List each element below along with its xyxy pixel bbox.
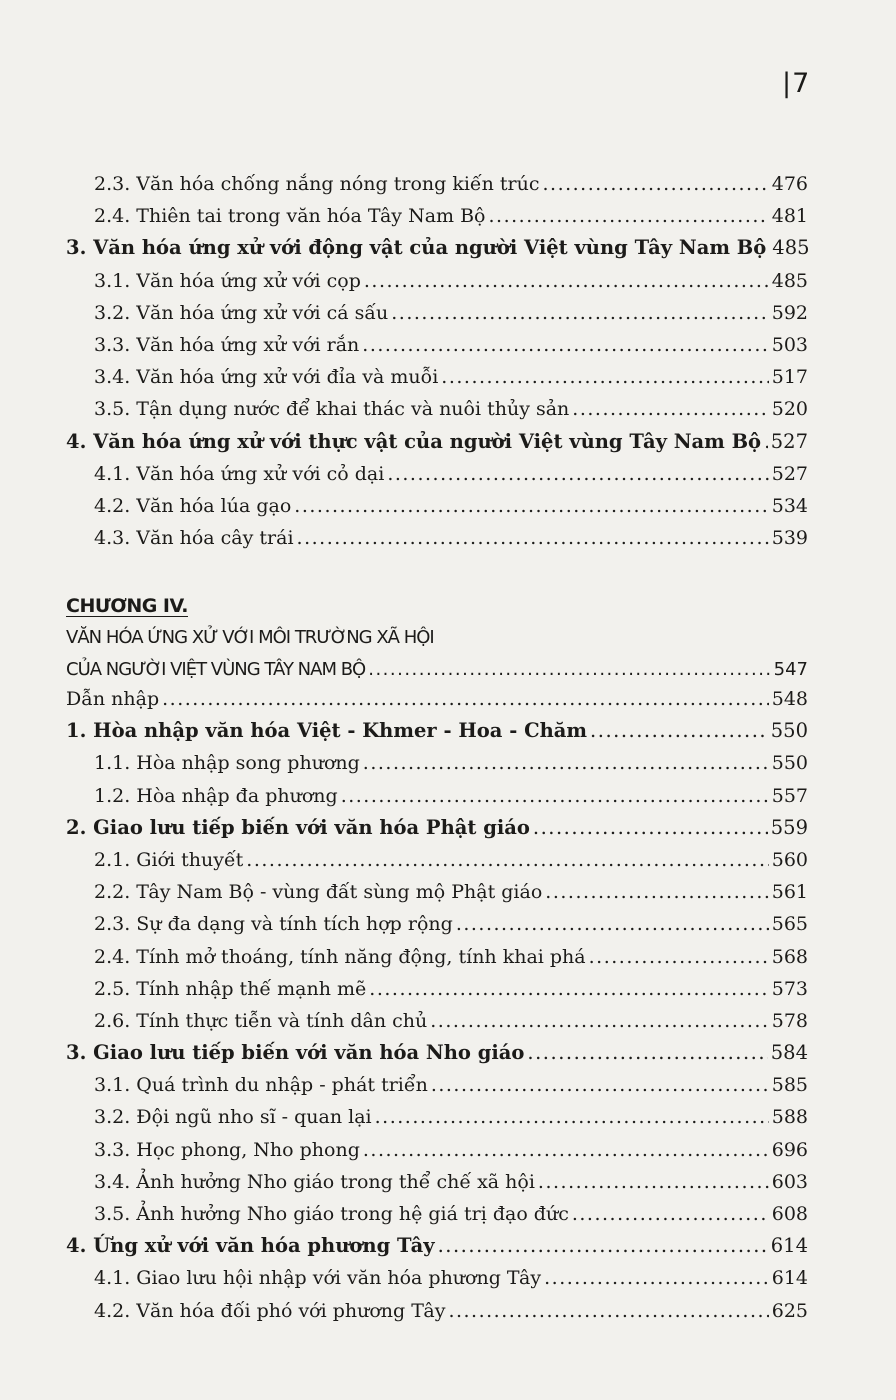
toc-entry-page: 578 bbox=[771, 1009, 808, 1032]
toc-entry-title: 3.2. Văn hóa ứng xử với cá sấu bbox=[94, 301, 389, 324]
leader-dots bbox=[430, 1005, 769, 1037]
toc-entry-title: 4. Ứng xử với văn hóa phương Tây bbox=[66, 1234, 435, 1258]
toc-entry-page: 696 bbox=[771, 1138, 808, 1161]
toc-entry bbox=[66, 1037, 808, 1069]
toc-entry bbox=[66, 715, 808, 747]
page-number: |7 bbox=[782, 68, 811, 99]
toc-entry bbox=[66, 876, 808, 908]
toc-entry-page: 584 bbox=[770, 1041, 808, 1065]
chapter-title-row bbox=[66, 654, 808, 686]
leader-dots bbox=[387, 458, 768, 490]
toc-entry-title: 1.1. Hòa nhập song phương bbox=[94, 752, 360, 775]
toc-entry-page: 520 bbox=[771, 398, 808, 421]
leader-dots bbox=[362, 329, 768, 361]
leader-dots bbox=[441, 361, 768, 393]
toc-entry bbox=[66, 747, 808, 779]
toc-entry-page: 588 bbox=[771, 1106, 808, 1129]
toc-entry-title: 2.4. Thiên tai trong văn hóa Tây Nam Bộ bbox=[94, 205, 486, 228]
toc-entry-page: 565 bbox=[771, 913, 808, 936]
toc-entry-title: 3.4. Văn hóa ứng xử với đỉa và muỗi bbox=[94, 366, 439, 389]
toc-entry bbox=[66, 1101, 808, 1133]
toc-entry-title: 3.3. Văn hóa ứng xử với rắn bbox=[94, 333, 360, 356]
toc-entry bbox=[66, 426, 808, 458]
toc-entry-page: 592 bbox=[771, 301, 808, 324]
leader-dots bbox=[456, 908, 769, 940]
toc-entry bbox=[66, 1295, 808, 1327]
toc-entry-title: 1.2. Hòa nhập đa phương bbox=[94, 784, 338, 807]
leader-dots bbox=[294, 490, 768, 522]
toc-entry-title: 3.3. Học phong, Nho phong bbox=[94, 1138, 360, 1161]
leader-dots bbox=[448, 1295, 768, 1327]
leader-dots bbox=[544, 1262, 769, 1294]
leader-dots bbox=[590, 715, 768, 747]
leader-dots bbox=[538, 1166, 769, 1198]
toc-entry-page: 527 bbox=[770, 429, 808, 453]
toc-entry-page: 517 bbox=[771, 366, 808, 389]
toc-entry bbox=[66, 683, 808, 715]
toc-entry-title: 2.3. Sự đa dạng và tính tích hợp rộng bbox=[94, 913, 453, 936]
toc-entry bbox=[66, 297, 808, 329]
toc-lower-section bbox=[66, 683, 808, 1327]
toc-entry bbox=[66, 973, 808, 1005]
leader-dots bbox=[533, 812, 768, 844]
toc-entry-title: 3. Văn hóa ứng xử với động vật của người Việt vùng Tây Nam Bộ bbox=[66, 236, 767, 260]
toc-entry-page: 608 bbox=[771, 1203, 808, 1225]
toc-entry bbox=[66, 1069, 808, 1101]
leader-dots bbox=[246, 844, 768, 876]
leader-dots bbox=[363, 1134, 769, 1166]
leader-dots bbox=[391, 297, 768, 329]
toc-entry bbox=[66, 490, 808, 522]
toc-entry-title: 4.2. Văn hóa lúa gạo bbox=[94, 494, 292, 517]
toc-entry-title: 1. Hòa nhập văn hóa Việt - Khmer - Hoa - Chăm bbox=[66, 719, 588, 743]
toc-entry bbox=[66, 361, 808, 393]
toc-entry-page: 557 bbox=[771, 784, 808, 807]
leader-dots bbox=[489, 200, 769, 232]
toc-entry-title: 3. Giao lưu tiếp biến với văn hóa Nho giáo bbox=[66, 1041, 525, 1065]
leader-dots bbox=[162, 683, 769, 715]
toc-entry-page: 485 bbox=[771, 269, 808, 292]
toc-entry-page: 550 bbox=[770, 719, 808, 743]
toc-upper-section bbox=[66, 168, 808, 554]
leader-dots bbox=[545, 876, 768, 908]
toc-entry bbox=[66, 232, 808, 264]
toc-entry-title: 4.1. Văn hóa ứng xử với cỏ dại bbox=[94, 462, 385, 485]
toc-entry-page: 548 bbox=[771, 688, 808, 710]
toc-entry-title: 2.4. Tính mở thoáng, tính năng động, tính khai phá bbox=[94, 945, 586, 968]
toc-entry bbox=[66, 1005, 808, 1037]
toc-entry-page: 539 bbox=[771, 527, 808, 550]
toc-entry-page: 481 bbox=[771, 205, 808, 228]
leader-dots bbox=[364, 265, 769, 297]
toc-entry bbox=[66, 941, 808, 973]
leader-dots bbox=[542, 168, 768, 200]
toc-entry-page: 534 bbox=[771, 494, 808, 517]
toc-entry-title: 2.3. Văn hóa chống nắng nóng trong kiến trúc bbox=[94, 173, 540, 195]
leader-dots bbox=[438, 1230, 768, 1262]
toc-entry bbox=[66, 265, 808, 297]
toc-entry-title: 3.4. Ảnh hưởng Nho giáo trong thể chế xã hội bbox=[94, 1170, 535, 1193]
chapter-title-line-2: CỦA NGƯỜI VIỆT VÙNG TÂY NAM BỘ bbox=[66, 659, 366, 681]
toc-entry-page: 585 bbox=[771, 1074, 808, 1097]
leader-dots bbox=[375, 1101, 769, 1133]
toc-entry-page: 527 bbox=[771, 462, 808, 485]
toc-entry bbox=[66, 812, 808, 844]
toc-entry bbox=[66, 1230, 808, 1262]
toc-entry-title: 4.3. Văn hóa cây trái bbox=[94, 527, 294, 550]
toc-entry-title: 2. Giao lưu tiếp biến với văn hóa Phật giáo bbox=[66, 815, 530, 839]
toc-entry bbox=[66, 522, 808, 554]
toc-entry-title: 3.1. Quá trình du nhập - phát triển bbox=[94, 1074, 428, 1097]
leader-dots bbox=[369, 973, 768, 1005]
toc-entry-title: 2.5. Tính nhập thế mạnh mẽ bbox=[94, 977, 367, 1000]
toc-entry bbox=[66, 1262, 808, 1294]
toc-entry-title: 2.2. Tây Nam Bộ - vùng đất sùng mộ Phật giáo bbox=[94, 881, 543, 904]
toc-entry-page: 614 bbox=[771, 1267, 808, 1290]
toc-entry bbox=[66, 844, 808, 876]
toc-entry-title: 2.1. Giới thuyết bbox=[94, 848, 244, 871]
toc-entry bbox=[66, 458, 808, 490]
toc-entry-title: Dẫn nhập bbox=[66, 688, 160, 710]
toc-entry-page: 603 bbox=[771, 1170, 808, 1193]
toc-entry-page: 573 bbox=[771, 977, 808, 1000]
toc-entry-title: 4. Văn hóa ứng xử với thực vật của người Việt vùng Tây Nam Bộ bbox=[66, 429, 762, 453]
leader-dots bbox=[589, 941, 769, 973]
toc-entry-page: 561 bbox=[771, 881, 808, 904]
toc-entry-page: 503 bbox=[771, 333, 808, 356]
leader-dots bbox=[527, 1037, 767, 1069]
toc-entry-title: 3.1. Văn hóa ứng xử với cọp bbox=[94, 269, 361, 292]
toc-entry-title: 2.6. Tính thực tiễn và tính dân chủ bbox=[94, 1009, 428, 1032]
chapter-section bbox=[66, 590, 808, 686]
toc-entry-page: 614 bbox=[770, 1234, 808, 1258]
chapter-heading: CHƯƠNG IV. bbox=[66, 595, 188, 617]
toc-entry bbox=[66, 200, 808, 232]
toc-entry-page: 568 bbox=[771, 945, 808, 968]
leader-dots bbox=[341, 780, 769, 812]
toc-entry bbox=[66, 1134, 808, 1166]
toc-entry-page: 550 bbox=[771, 752, 808, 775]
chapter-page-number: 547 bbox=[773, 659, 808, 681]
leader-dots bbox=[431, 1069, 769, 1101]
toc-entry-title: 3.2. Đội ngũ nho sĩ - quan lại bbox=[94, 1106, 372, 1129]
toc-entry bbox=[66, 329, 808, 361]
toc-entry-page: 485 bbox=[772, 236, 810, 260]
toc-entry-title: 4.1. Giao lưu hội nhập với văn hóa phương Tây bbox=[94, 1267, 542, 1290]
toc-entry-title: 3.5. Tận dụng nước để khai thác và nuôi thủy sản bbox=[94, 398, 570, 421]
toc-entry bbox=[66, 780, 808, 812]
leader-dots bbox=[572, 393, 768, 425]
toc-entry-title: 4.2. Văn hóa đối phó với phương Tây bbox=[94, 1299, 446, 1322]
toc-entry-title: 3.5. Ảnh hưởng Nho giáo trong hệ giá trị đạo đức bbox=[94, 1203, 569, 1225]
leader-dots bbox=[764, 426, 768, 458]
toc-entry bbox=[66, 168, 808, 200]
chapter-title-line-1: VĂN HÓA ỨNG XỬ VỚI MÔI TRƯỜNG XÃ HỘI bbox=[66, 627, 434, 648]
toc-entry bbox=[66, 908, 808, 940]
toc-entry-page: 560 bbox=[771, 848, 808, 871]
toc-entry-page: 559 bbox=[770, 815, 808, 839]
leader-dots bbox=[572, 1198, 769, 1230]
toc-entry bbox=[66, 393, 808, 425]
toc-entry bbox=[66, 1166, 808, 1198]
leader-dots bbox=[368, 654, 770, 686]
toc-entry-page: 625 bbox=[771, 1299, 808, 1322]
toc-entry-page: 476 bbox=[771, 173, 808, 195]
leader-dots bbox=[297, 522, 769, 554]
leader-dots bbox=[363, 747, 769, 779]
toc-entry bbox=[66, 1198, 808, 1230]
